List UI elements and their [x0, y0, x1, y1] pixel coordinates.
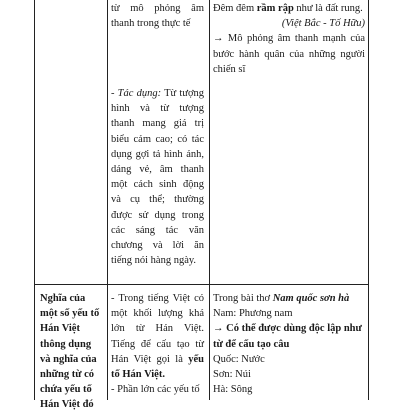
section-heading: Nghĩa của một số yếu tố Hán Việt thông dụng và nghĩa của những từ có chứa yếu tố Hán Việt đó — [40, 293, 100, 411]
usage-note: → Có thể được dùng độc lập như từ để cấu tạo câu — [213, 323, 362, 350]
row-top-col3 — [213, 1, 365, 77]
sound-word-description: từ mô phỏng âm thanh trong thực tế — [111, 3, 204, 30]
sino-vietnamese-part2: - Phần lớn các yếu tố — [111, 384, 200, 396]
gloss-ha: Hà: Sông — [213, 384, 253, 396]
effect-label: - Tác dụng: — [111, 88, 162, 99]
term-highlight: yếu tố Hán Việt. — [111, 353, 204, 381]
poem-title: Nam quốc sơn hà — [272, 293, 350, 304]
table-border-right — [368, 0, 369, 400]
gloss-nam: Nam: Phương nam — [213, 308, 293, 320]
row-bottom-col1 — [40, 291, 103, 413]
table-divider-1 — [107, 0, 108, 400]
gloss-son: Sơn: Núi — [213, 369, 251, 381]
table-border-left — [34, 0, 35, 400]
gloss-quoc: Quốc: Nước — [213, 353, 265, 365]
row-bottom-col3 — [213, 291, 365, 397]
example-highlight: rầm rập — [256, 3, 294, 14]
row-top-col2-continuation — [111, 1, 204, 31]
example-verse: Đêm đêm rầm rập như là đất rung. — [213, 3, 363, 14]
effect-paragraph — [111, 86, 204, 268]
row-divider — [34, 284, 368, 285]
effect-text: Từ tượng hình và từ tượng thanh mang giá trị biểu cảm cao; có tác dụng gợi tả hình ảnh, dáng vẻ, âm thanh một cách sinh động và cụ thể; thường được sử dụng trong các sáng tác văn chương và lời ăn tiếng nói hàng ngày. — [111, 88, 205, 267]
row-top-col2-effect — [111, 86, 204, 268]
example-note: → Mô phỏng âm thanh mạnh của bước hành quân của những người chiến sĩ — [213, 33, 365, 75]
sino-vietnamese-definition: - Trong tiếng Việt có một khối lượng khá lớn từ Hán Việt. Tiếng để cấu tạo từ Hán Việt gọi là yếu tố Hán Việt. — [111, 293, 204, 381]
poem-intro: Trong bài thơ Nam quốc sơn hà — [213, 293, 350, 304]
example-citation: (Việt Bắc - Tố Hữu) — [281, 18, 365, 30]
row-bottom-col2 — [111, 291, 204, 397]
table-divider-2 — [209, 0, 210, 400]
